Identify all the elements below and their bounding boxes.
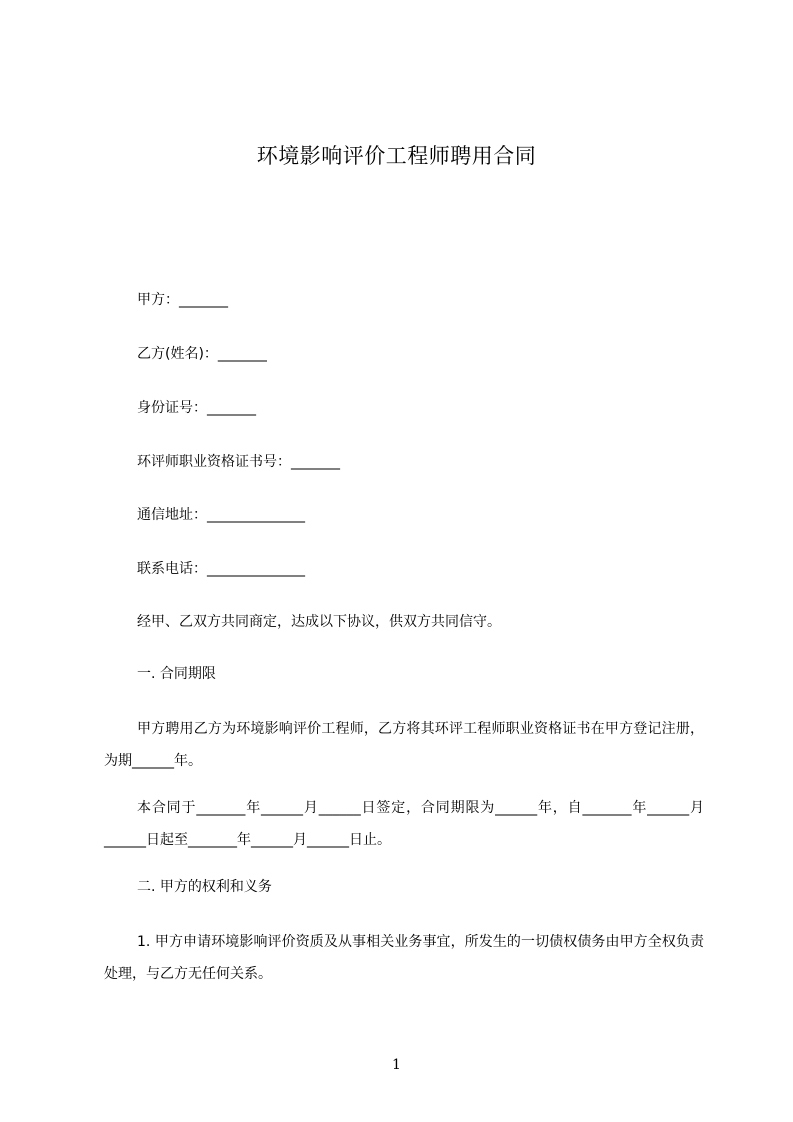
field-id-number: 身份证号：_______ xyxy=(137,400,256,416)
term-paragraph-1: 甲方聘用乙方为环境影响评价工程师，乙方将其环评工程师职业资格证书在甲方登记注册，为期______年。 xyxy=(104,721,704,769)
intro-text: 经甲、乙双方共同商定，达成以下协议，供双方共同信守。 xyxy=(137,614,501,630)
field-certificate-number: 环评师职业资格证书号：_______ xyxy=(137,454,340,470)
field-address: 通信地址：______________ xyxy=(137,507,305,523)
section-heading-party-a-rights: 二. 甲方的权利和义务 xyxy=(137,879,272,895)
section-heading-term: 一. 合同期限 xyxy=(137,666,216,682)
contract-title: 环境影响评价工程师聘用合同 xyxy=(256,144,537,168)
rights-item-1: 1. 甲方申请环境影响评价资质及从事相关业务事宜，所发生的一切债权债务由甲方全权负责处理，与乙方无任何关系。 xyxy=(104,934,704,982)
term-paragraph-2: 本合同于_______年______月______日签定，合同期限为______年，自_______年______月______日起至_______年______月______日止。 xyxy=(104,800,704,848)
field-phone: 联系电话：______________ xyxy=(137,561,305,577)
page-number: 1 xyxy=(392,1057,401,1073)
field-party-a: 甲方：_______ xyxy=(137,292,228,308)
field-party-b-name: 乙方(姓名)：_______ xyxy=(137,346,267,362)
